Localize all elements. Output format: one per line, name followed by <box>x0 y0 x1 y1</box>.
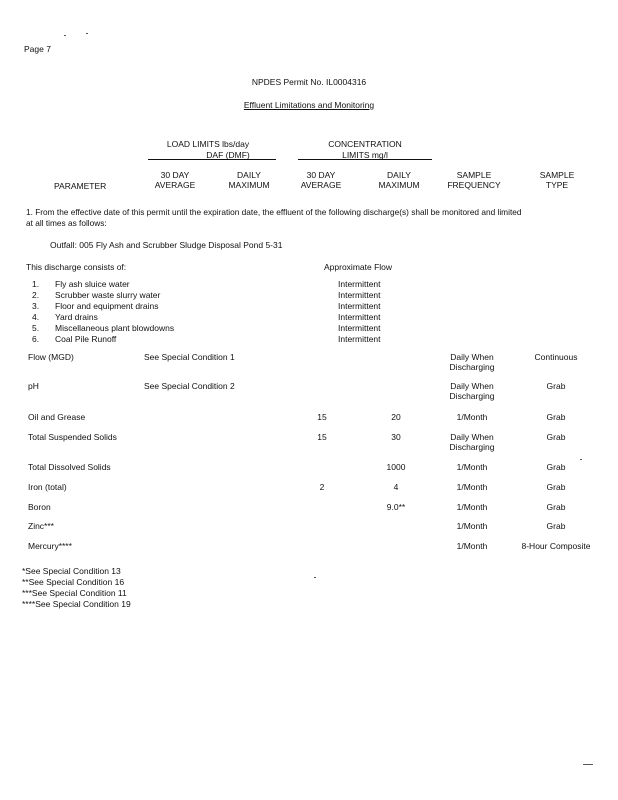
sample-frequency <box>436 462 508 472</box>
source-flow: Intermittent <box>338 323 381 333</box>
sample-type: Grab <box>546 521 566 531</box>
header-load-max <box>214 170 284 190</box>
parameter-name: Oil and Grease <box>28 412 86 422</box>
frequency-line-1: Daily When <box>450 381 494 391</box>
concentration-rule <box>298 159 432 160</box>
permit-title: NPDES Permit No. IL0004316 <box>251 77 367 87</box>
discharge-consists-label: This discharge consists of: <box>26 262 127 272</box>
sample-frequency <box>436 432 508 452</box>
sample-type: 8-Hour Composite <box>521 541 591 551</box>
source-number: 3. <box>32 301 40 311</box>
parameter-name: Boron <box>28 502 51 512</box>
footnote: ***See Special Condition 11 <box>22 588 127 598</box>
parameter-name: pH <box>28 381 39 391</box>
header-load-avg-line2: AVERAGE <box>154 180 196 190</box>
sample-frequency <box>436 541 508 551</box>
conc-max-value: 9.0** <box>386 502 406 512</box>
source-flow: Intermittent <box>338 301 381 311</box>
header-sample-type <box>524 170 590 190</box>
header-conc-avg-line1: 30 DAY <box>306 170 336 180</box>
source-number: 5. <box>32 323 40 333</box>
header-limits-mg: LIMITS mg/l <box>342 150 388 160</box>
outfall-description: Outfall: 005 Fly Ash and Scrubber Sludge Disposal Pond 5-31 <box>50 240 283 250</box>
sample-frequency <box>436 412 508 422</box>
sample-frequency <box>436 352 508 372</box>
source-name: Scrubber waste slurry water <box>55 290 161 300</box>
sample-type: Grab <box>546 432 566 442</box>
parameter-name: Iron (total) <box>28 482 67 492</box>
conc-max-value: 4 <box>393 482 399 492</box>
frequency-line-1: Daily When <box>450 352 494 362</box>
load-limits-rule <box>148 159 276 160</box>
source-number: 2. <box>32 290 40 300</box>
source-name: Miscellaneous plant blowdowns <box>55 323 175 333</box>
source-name: Yard drains <box>55 312 98 322</box>
scan-speck <box>86 33 88 34</box>
frequency-line-2: Discharging <box>449 362 495 372</box>
source-flow: Intermittent <box>338 334 381 344</box>
footnote: ****See Special Condition 19 <box>22 599 131 609</box>
section-subtitle: Effluent Limitations and Monitoring <box>243 100 375 110</box>
frequency-line-2: Discharging <box>449 391 495 401</box>
header-type-line2: TYPE <box>545 180 569 190</box>
conc-max-value: 30 <box>391 432 401 442</box>
parameter-name: Mercury**** <box>28 541 72 551</box>
header-conc-avg-line2: AVERAGE <box>300 180 342 190</box>
header-load-max-line1: DAILY <box>237 170 261 180</box>
sample-frequency <box>436 502 508 512</box>
header-conc-max-line1: DAILY <box>387 170 411 180</box>
parameter-name: Flow (MGD) <box>28 352 74 362</box>
frequency-line-1: 1/Month <box>456 462 488 472</box>
source-name: Coal Pile Runoff <box>55 334 117 344</box>
header-load-max-line2: MAXIMUM <box>228 180 270 190</box>
intro-line-2: at all times as follows: <box>26 218 107 228</box>
parameter-name: Total Suspended Solids <box>28 432 117 442</box>
parameter-note: See Special Condition 2 <box>144 381 235 391</box>
scan-speck <box>314 577 316 578</box>
footnote: **See Special Condition 16 <box>22 577 125 587</box>
page-label: Page 7 <box>24 44 51 54</box>
header-freq-line2: FREQUENCY <box>447 180 501 190</box>
sample-frequency <box>436 521 508 531</box>
header-sample-frequency <box>436 170 512 190</box>
header-freq-line1: SAMPLE <box>456 170 492 180</box>
header-parameter: PARAMETER <box>54 181 107 191</box>
parameter-name: Total Dissolved Solids <box>28 462 111 472</box>
header-type-line1: SAMPLE <box>539 170 575 180</box>
sample-type: Grab <box>546 462 566 472</box>
approximate-flow-label: Approximate Flow <box>324 262 393 272</box>
conc-max-value: 1000 <box>386 462 406 472</box>
footnote: *See Special Condition 13 <box>22 566 121 576</box>
sample-frequency <box>436 381 508 401</box>
source-number: 6. <box>32 334 40 344</box>
header-conc-avg <box>286 170 356 190</box>
scan-speck <box>580 459 582 460</box>
source-number: 1. <box>32 279 40 289</box>
header-load-avg <box>140 170 210 190</box>
conc-avg-value: 15 <box>317 432 327 442</box>
source-name: Floor and equipment drains <box>55 301 159 311</box>
source-name: Fly ash sluice water <box>55 279 130 289</box>
sample-type: Continuous <box>534 352 578 362</box>
frequency-line-1: 1/Month <box>456 541 488 551</box>
header-conc-max-line2: MAXIMUM <box>378 180 420 190</box>
frequency-line-1: Daily When <box>450 432 494 442</box>
conc-max-value: 20 <box>391 412 401 422</box>
sample-type: Grab <box>546 482 566 492</box>
header-conc-max <box>364 170 434 190</box>
source-number: 4. <box>32 312 40 322</box>
header-daf: DAF (DMF) <box>206 150 250 160</box>
intro-line-1: 1. From the effective date of this permit until the expiration date, the effluent of the following discharge(s) shall be monitored and limited <box>26 207 522 217</box>
frequency-line-1: 1/Month <box>456 482 488 492</box>
parameter-note: See Special Condition 1 <box>144 352 235 362</box>
frequency-line-1: 1/Month <box>456 521 488 531</box>
header-load-limits: LOAD LIMITS lbs/day <box>166 139 250 149</box>
scan-speck <box>64 35 66 36</box>
scan-speck <box>583 764 593 765</box>
conc-avg-value: 15 <box>317 412 327 422</box>
sample-frequency <box>436 482 508 492</box>
sample-type: Grab <box>546 412 566 422</box>
sample-type: Grab <box>546 502 566 512</box>
header-load-avg-line1: 30 DAY <box>160 170 190 180</box>
source-flow: Intermittent <box>338 312 381 322</box>
frequency-line-1: 1/Month <box>456 502 488 512</box>
header-concentration: CONCENTRATION <box>328 139 402 149</box>
source-flow: Intermittent <box>338 290 381 300</box>
conc-avg-value: 2 <box>319 482 325 492</box>
parameter-name: Zinc*** <box>28 521 54 531</box>
frequency-line-1: 1/Month <box>456 412 488 422</box>
sample-type: Grab <box>546 381 566 391</box>
frequency-line-2: Discharging <box>449 442 495 452</box>
source-flow: Intermittent <box>338 279 381 289</box>
